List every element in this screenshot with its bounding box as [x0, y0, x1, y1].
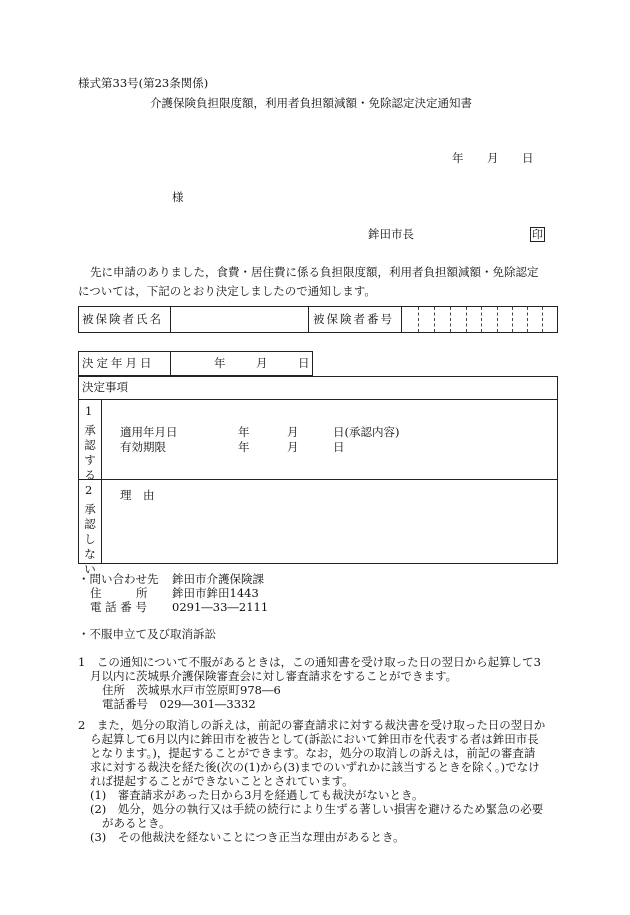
document-title: 介護保険負担限度額，利用者負担額減額・免除認定決定通知書	[150, 96, 472, 110]
decision-section-header: 決定事項	[82, 380, 128, 394]
appeal-item2-line4: 求に対する裁決を経た後(次の(1)から(3)までのいずれかに該当するときを除く。)でなけ	[90, 760, 540, 774]
inquiry-label: ・問い合わせ先	[78, 572, 159, 586]
appeal-item2-line1: 2 また，処分の取消しの訴えは，前記の審査請求に対する裁決書を受け取った日の翌日か	[78, 718, 546, 732]
decision-section	[78, 376, 558, 564]
applied-date-month: 月	[287, 425, 299, 439]
appeal-item1-line2: 月以内に茨城県介護保険審査会に対し審査請求をすることができます。	[90, 669, 458, 683]
issue-date-day: 日	[522, 151, 534, 165]
validity-label: 有効期限	[120, 440, 166, 454]
phone-value: 0291―33―2111	[172, 600, 269, 614]
address-label: 住 所	[90, 586, 148, 600]
decision-date-label: 決定年月日	[82, 356, 155, 370]
decision-date-day: 日	[298, 356, 310, 370]
intro-line-2: については，下記のとおり決定しましたので通知します。	[78, 284, 376, 298]
appeal-sub2-line1: (2) 処分，処分の執行又は手続の続行により生ずる著しい損害を避けるため緊急の必要	[90, 802, 544, 816]
form-number: 様式第33号(第23条関係)	[78, 76, 209, 90]
appeal-item1-phone: 電話番号 029―301―3332	[102, 697, 256, 711]
deny-number: 2	[85, 483, 93, 497]
appeal-sub3: (3) その他裁決を経ないことにつき正当な理由があるとき。	[90, 830, 405, 844]
issue-date-year: 年	[452, 151, 464, 165]
issue-date-month: 月	[487, 151, 499, 165]
decision-date-year: 年	[214, 356, 226, 370]
decision-date-month: 月	[256, 356, 268, 370]
applied-date-year: 年	[238, 425, 250, 439]
sender-name: 鉾田市長	[368, 227, 414, 241]
appeal-item1-line1: 1 この通知について不服があるときは，この通知書を受け取った日の翌日から起算して3	[78, 655, 541, 669]
inquiry-value: 鉾田市介護保険課	[172, 572, 264, 586]
recipient-suffix: 様	[172, 190, 184, 204]
deny-label: 承認しない	[84, 502, 96, 576]
validity-month: 月	[287, 440, 299, 454]
insured-name-field[interactable]	[172, 308, 306, 331]
insured-name-label: 被保険者氏名	[82, 312, 163, 326]
applied-date-label: 適用年月日	[120, 425, 178, 439]
phone-label: 電 話 番 号	[90, 600, 147, 614]
insured-number-label: 被保険者番号	[313, 312, 394, 326]
appeal-sub2-line2: があるとき。	[102, 816, 171, 830]
validity-year: 年	[238, 440, 250, 454]
intro-line-1: 先に申請のありました，食費・居住費に係る負担限度額，利用者負担額減額・免除認定	[90, 265, 539, 279]
applied-date-day-content: 日(承認内容)	[333, 425, 400, 439]
appeal-sub1: (1) 審査請求があった日から3月を経過しても裁決がないとき。	[90, 788, 424, 802]
validity-day: 日	[333, 440, 345, 454]
appeal-item2-line3: となります。)，提起することができます。なお，処分の取消しの訴えは，前記の審査請	[90, 746, 536, 760]
appeal-item2-line2: ら起算して6月以内に鉾田市を被告として(訴訟において鉾田市を代表する者は鉾田市長	[90, 732, 539, 746]
appeal-item2-line5: れば提起することができないこととされています。	[90, 774, 354, 788]
seal-mark: 印	[532, 228, 543, 241]
address-value: 鉾田市鉾田1443	[172, 586, 259, 600]
approve-number: 1	[85, 404, 93, 418]
insured-number-field[interactable]	[403, 308, 556, 331]
reason-label: 理 由	[120, 488, 155, 502]
appeal-item1-address: 住所 茨城県水戸市笠原町978―6	[102, 683, 281, 697]
appeal-heading: ・不服申立て及び取消訴訟	[78, 627, 216, 641]
approve-label: 承認する	[84, 423, 96, 482]
